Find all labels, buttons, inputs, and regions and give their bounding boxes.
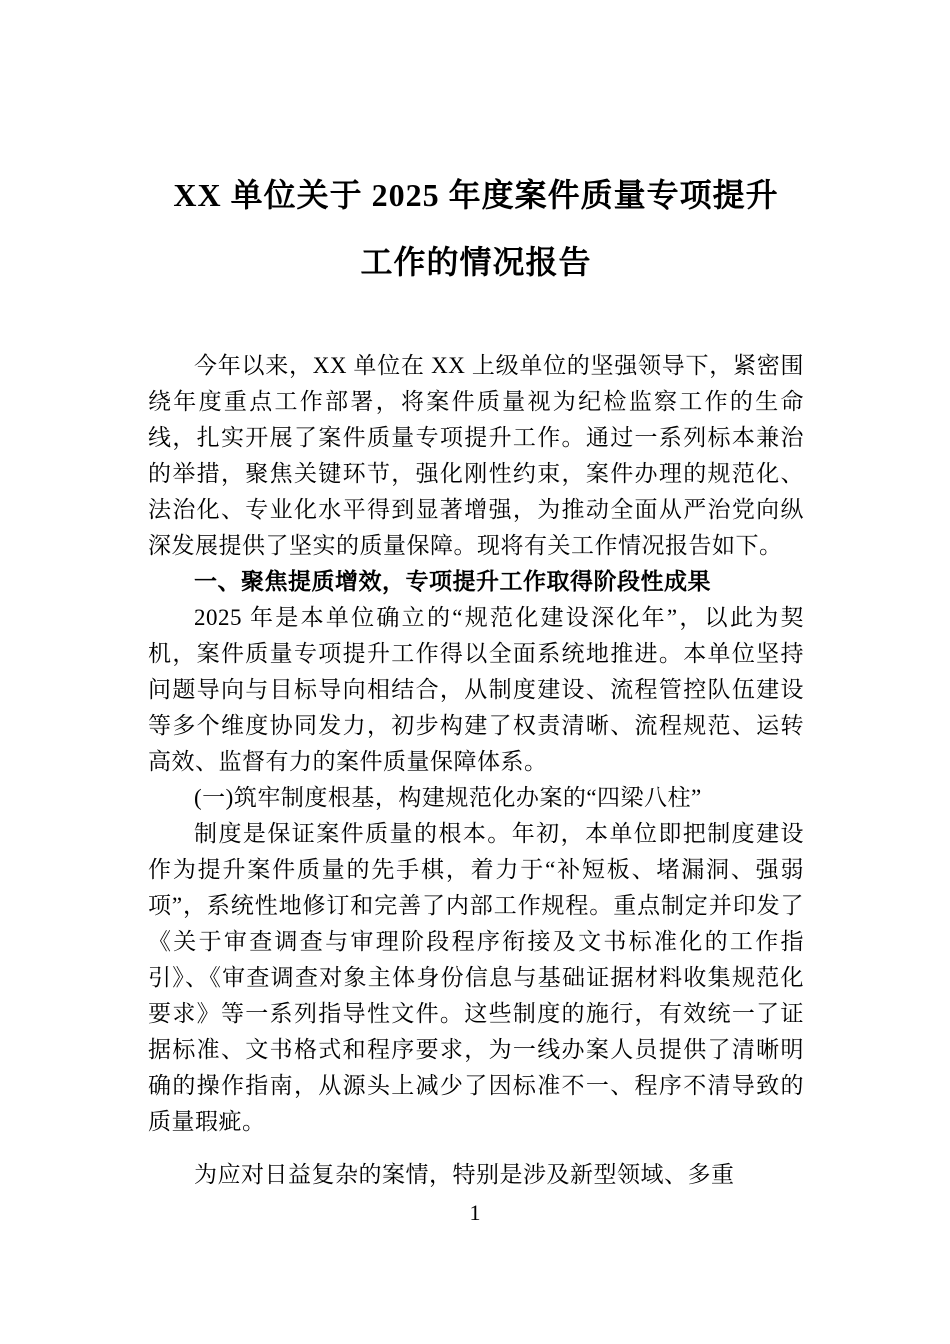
page-footer bbox=[0, 1200, 950, 1226]
document-body bbox=[148, 348, 804, 1193]
paragraph-section1-overview: 2025 年是本单位确立的“规范化建设深化年”，以此为契机，案件质量专项提升工作得以全面系统地推进。本单位坚持问题导向与目标导向相结合，从制度建设、流程管控队伍建设等多个维度协同发力，初步构建了权责清晰、流程规范、运转高效、监督有力的案件质量保障体系。 bbox=[148, 605, 804, 774]
title-line-2: 工作的情况报告 bbox=[360, 244, 592, 280]
page-number: 1 bbox=[469, 1200, 481, 1225]
paragraph-complex-cases: 为应对日益复杂的案情，特别是涉及新型领域、多重 bbox=[194, 1162, 735, 1187]
paragraph-institutional-foundation: 制度是保证案件质量的根本。年初，本单位即把制度建设作为提升案件质量的先手棋，着力于“补短板、堵漏洞、强弱项”，系统性地修订和完善了内部工作规程。重点制定并印发了《关于审查调查与审理阶段程序衔接及文书标准化的工作指引》、《审查调查对象主体身份信息与基础证据材料收集规范化要求》等一系列指导性文件。这些制度的施行，有效统一了证据标准、文书格式和程序要求，为一线办案人员提供了清晰明确的操作指南，从源头上减少了因标准不一、程序不清导致的质量瑕疵。 bbox=[148, 821, 804, 1134]
subsection-heading-1-1: (一)筑牢制度根基，构建规范化办案的“四梁八柱” bbox=[194, 785, 702, 810]
section-heading-1: 一、聚焦提质增效，专项提升工作取得阶段性成果 bbox=[194, 569, 711, 594]
document-title bbox=[148, 162, 804, 296]
title-line-1: XX 单位关于 2025 年度案件质量专项提升 bbox=[173, 177, 779, 213]
paragraph-intro: 今年以来，XX 单位在 XX 上级单位的坚强领导下，紧密围绕年度重点工作部署，将案件质量视为纪检监察工作的生命线，扎实开展了案件质量专项提升工作。通过一系列标本兼治的举措，聚焦关键环节，强化刚性约束，案件办理的规范化、法治化、专业化水平得到显著增强，为推动全面从严治党向纵深发展提供了坚实的质量保障。现将有关工作情况报告如下。 bbox=[148, 353, 804, 558]
